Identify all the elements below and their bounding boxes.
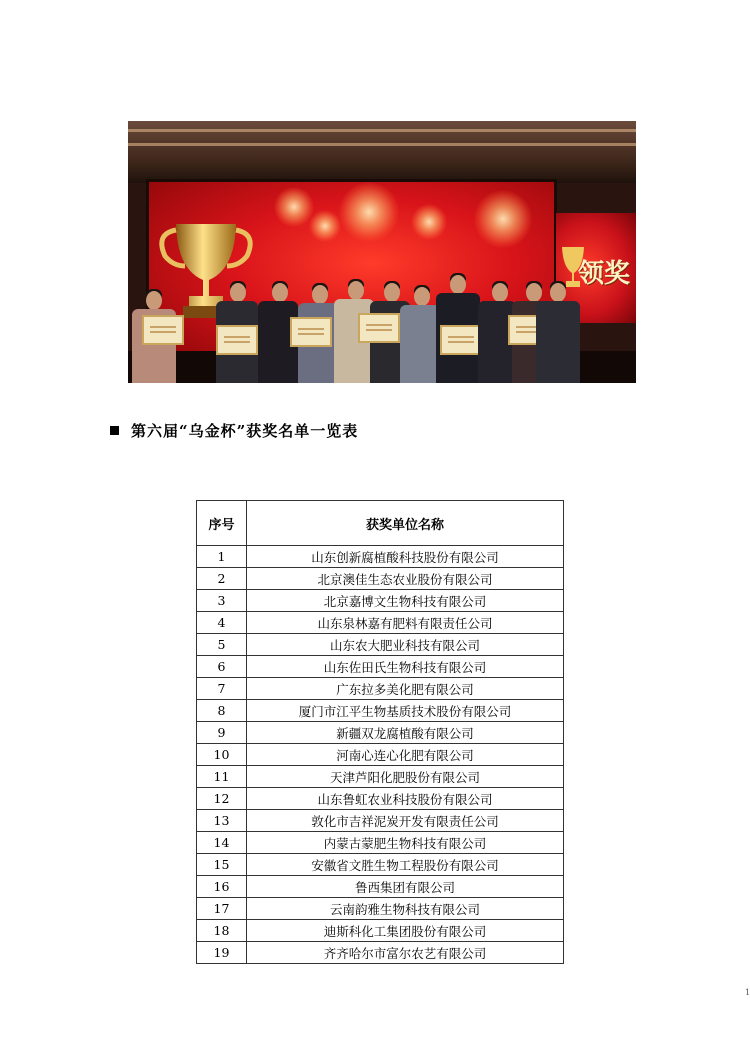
awards-table [196, 500, 564, 964]
table-row [197, 766, 564, 788]
table-row [197, 634, 564, 656]
company-name: 厦门市江平生物基质技术股份有限公司 [247, 700, 564, 722]
row-number: 16 [197, 876, 247, 898]
row-number: 18 [197, 920, 247, 942]
side-banner-title: 领奖 [578, 259, 631, 289]
firework [274, 187, 314, 227]
row-number: 2 [197, 568, 247, 590]
row-number: 9 [197, 722, 247, 744]
row-number: 10 [197, 744, 247, 766]
section-heading [110, 420, 358, 441]
table-row [197, 678, 564, 700]
column-header-company: 获奖单位名称 [247, 501, 564, 546]
table-row [197, 612, 564, 634]
table-row [197, 700, 564, 722]
table-row [197, 898, 564, 920]
ceiling-light [128, 129, 636, 132]
row-number: 8 [197, 700, 247, 722]
section-title: 第六届“乌金杯”获奖名单一览表 [131, 422, 359, 440]
square-bullet-icon [110, 426, 119, 435]
row-number: 14 [197, 832, 247, 854]
company-name: 云南韵雅生物科技有限公司 [247, 898, 564, 920]
row-number: 5 [197, 634, 247, 656]
row-number: 17 [197, 898, 247, 920]
company-name: 山东佐田氏生物科技有限公司 [247, 656, 564, 678]
table-row [197, 920, 564, 942]
company-name: 山东创新腐植酸科技股份有限公司 [247, 546, 564, 568]
row-number: 3 [197, 590, 247, 612]
table-header-row [197, 501, 564, 546]
row-number: 12 [197, 788, 247, 810]
ceiling-light [128, 143, 636, 146]
award-ceremony-photo [128, 121, 636, 383]
table-row [197, 832, 564, 854]
table-row [197, 722, 564, 744]
row-number: 7 [197, 678, 247, 700]
table-row [197, 656, 564, 678]
company-name: 山东农大肥业科技有限公司 [247, 634, 564, 656]
table-row [197, 810, 564, 832]
table-row [197, 590, 564, 612]
table-row [197, 942, 564, 964]
row-number: 11 [197, 766, 247, 788]
company-name: 新疆双龙腐植酸有限公司 [247, 722, 564, 744]
company-name: 天津芦阳化肥股份有限公司 [247, 766, 564, 788]
firework [411, 204, 447, 240]
company-name: 安徽省文胜生物工程股份有限公司 [247, 854, 564, 876]
company-name: 鲁西集团有限公司 [247, 876, 564, 898]
firework [309, 210, 341, 242]
table-row [197, 788, 564, 810]
company-name: 山东鲁虹农业科技股份有限公司 [247, 788, 564, 810]
company-name: 山东泉林嘉有肥料有限责任公司 [247, 612, 564, 634]
row-number: 19 [197, 942, 247, 964]
company-name: 迪斯科化工集团股份有限公司 [247, 920, 564, 942]
company-name: 北京澳佳生态农业股份有限公司 [247, 568, 564, 590]
row-number: 6 [197, 656, 247, 678]
row-number: 15 [197, 854, 247, 876]
row-number: 13 [197, 810, 247, 832]
table-row [197, 568, 564, 590]
table-row [197, 876, 564, 898]
row-number: 4 [197, 612, 247, 634]
company-name: 内蒙古蒙肥生物科技有限公司 [247, 832, 564, 854]
row-number: 1 [197, 546, 247, 568]
company-name: 北京嘉博文生物科技有限公司 [247, 590, 564, 612]
table-row [197, 546, 564, 568]
company-name: 广东拉多美化肥有限公司 [247, 678, 564, 700]
page-number: 1 [745, 988, 750, 997]
table-row [197, 854, 564, 876]
company-name: 齐齐哈尔市富尔农艺有限公司 [247, 942, 564, 964]
company-name: 河南心连心化肥有限公司 [247, 744, 564, 766]
company-name: 敦化市吉祥泥炭开发有限责任公司 [247, 810, 564, 832]
firework [474, 190, 532, 248]
firework [339, 182, 399, 242]
table-row [197, 744, 564, 766]
column-header-number: 序号 [197, 501, 247, 546]
